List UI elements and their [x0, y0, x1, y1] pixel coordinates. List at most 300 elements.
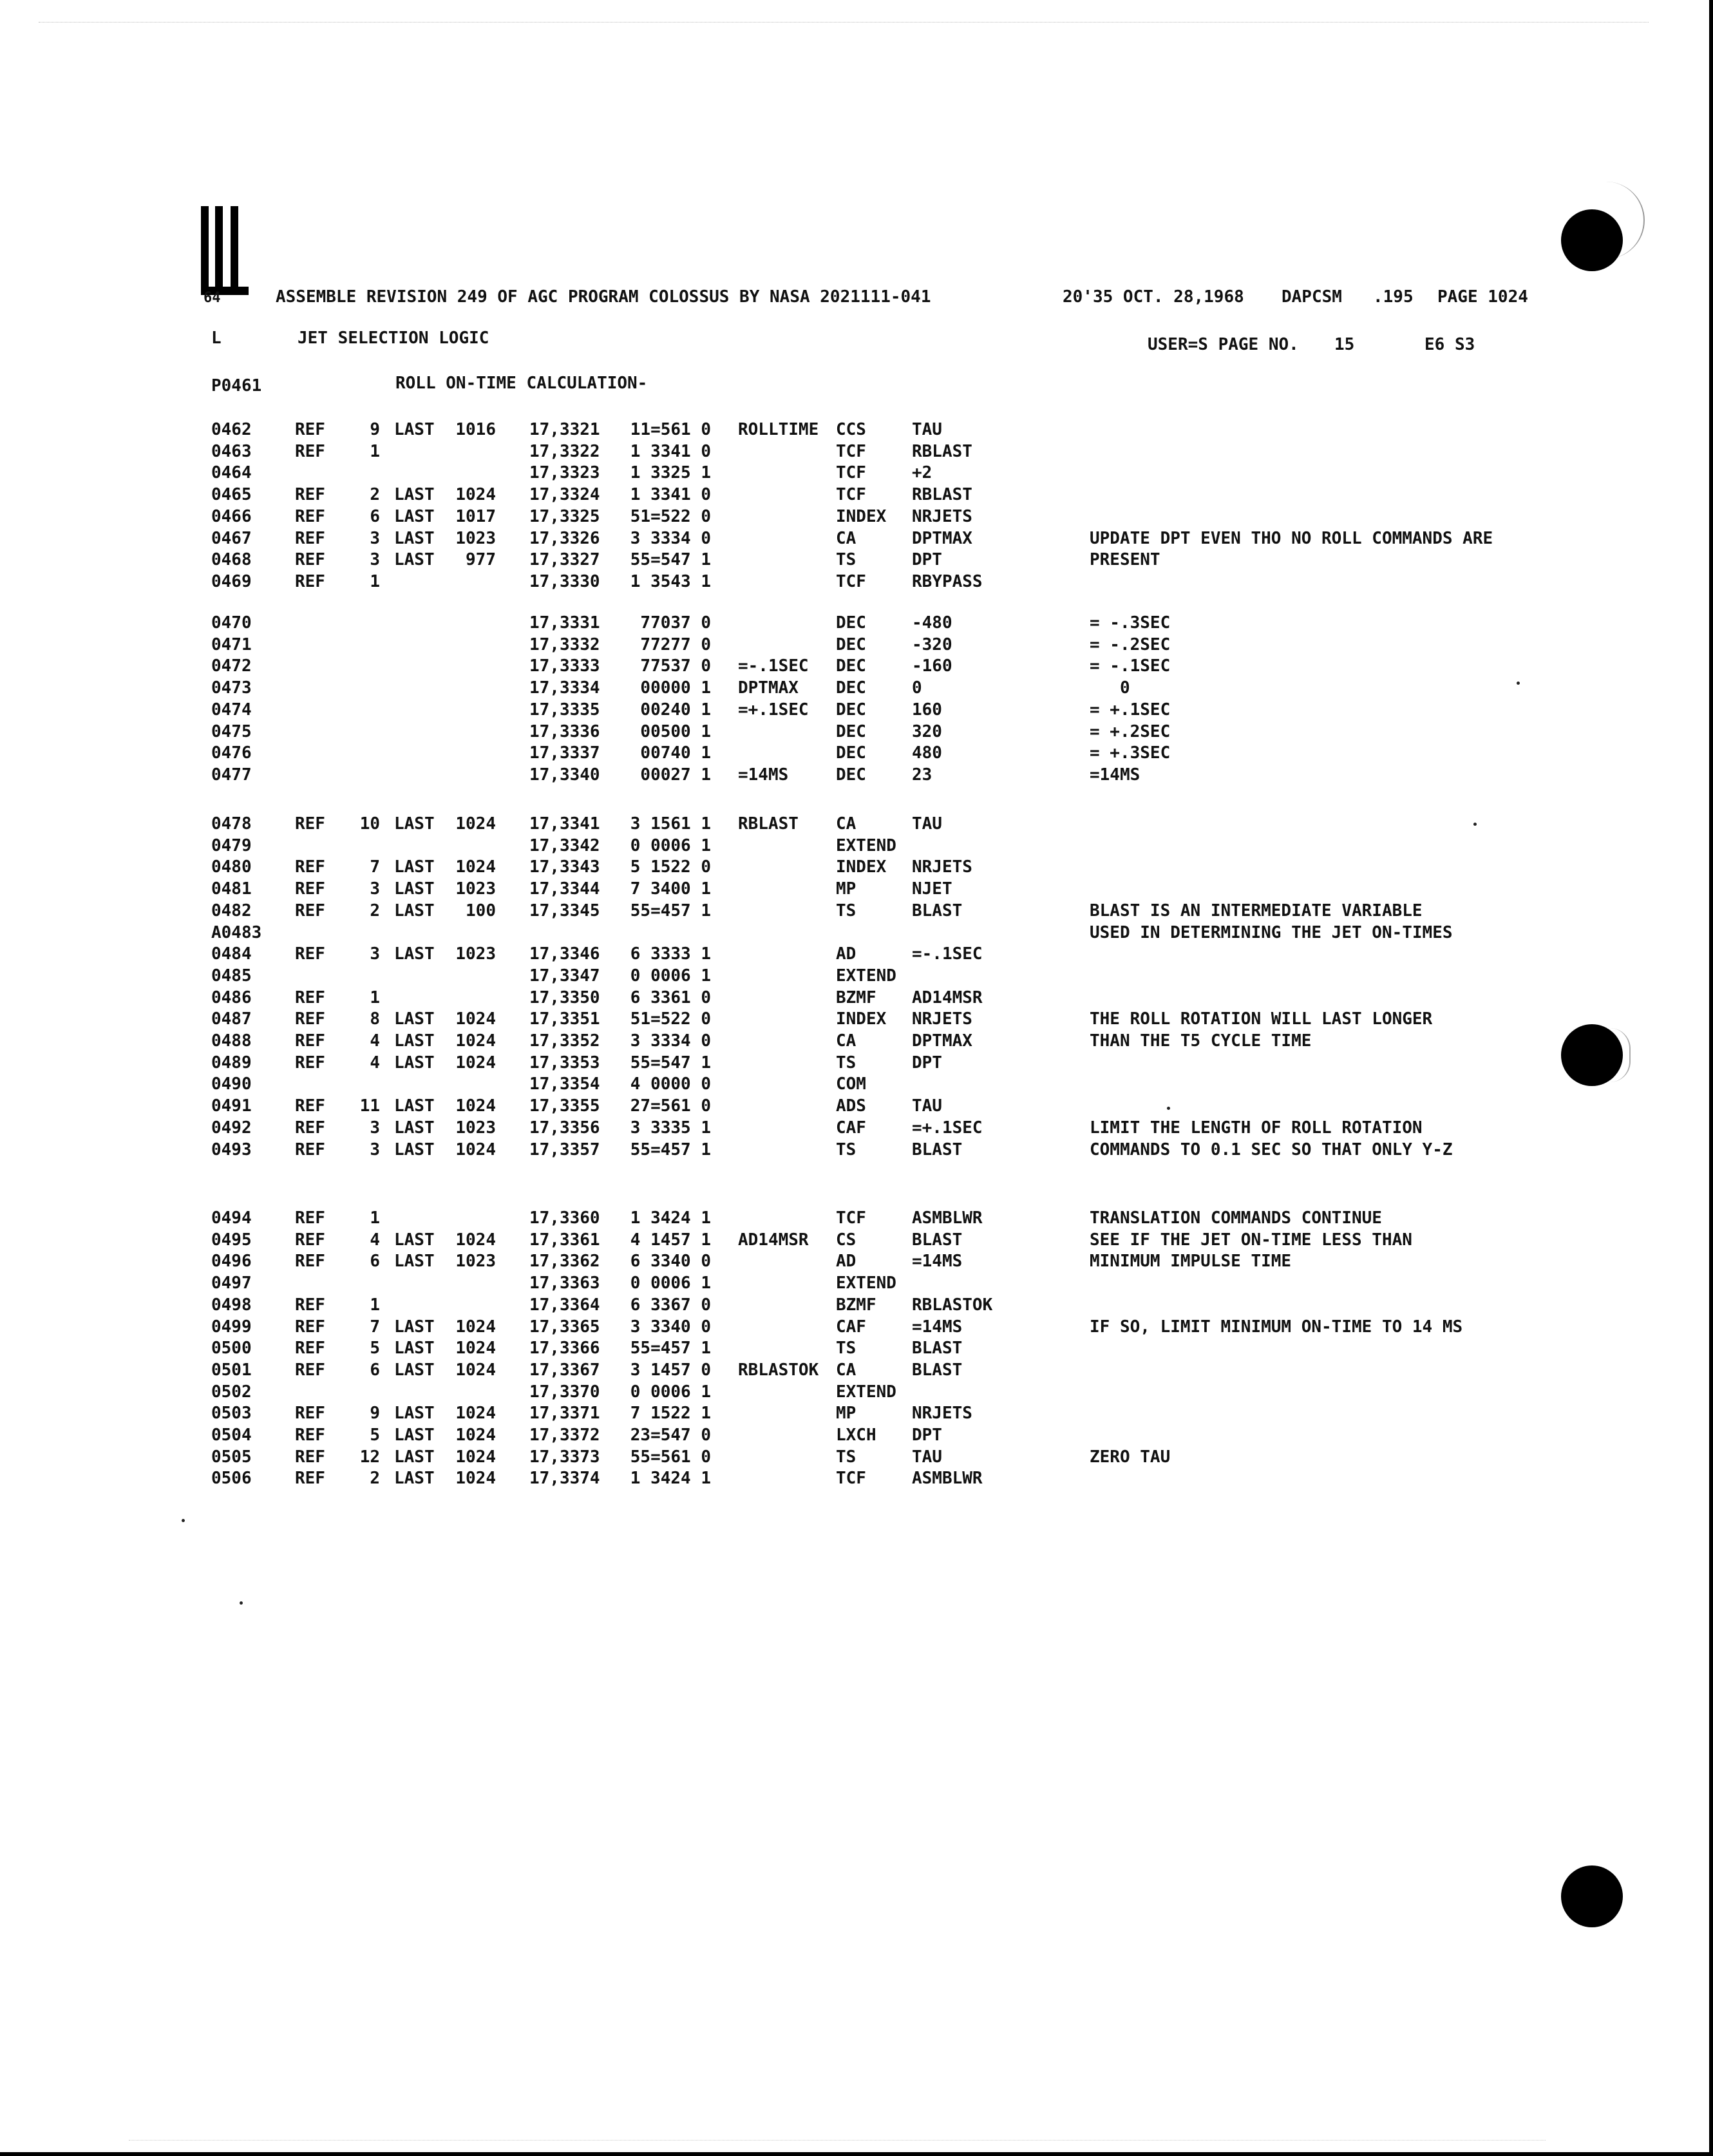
opcode: TS — [836, 550, 856, 569]
address: 17,3327 — [529, 550, 600, 569]
last-tag: LAST — [394, 1339, 435, 1358]
octal-value: 55=547 1 — [630, 1053, 711, 1073]
octal-value: 1 3341 0 — [630, 485, 711, 504]
opcode: CA — [836, 1360, 856, 1380]
line-number: 0494 — [211, 1208, 252, 1228]
opcode: LXCH — [836, 1426, 876, 1445]
operand: BLAST — [912, 1339, 963, 1358]
ref-tag: REF — [295, 1317, 325, 1337]
operand: 160 — [912, 700, 942, 720]
page-marker: 64 — [203, 290, 221, 306]
ref-count: 7 — [370, 1317, 380, 1337]
address: 17,3370 — [529, 1382, 600, 1402]
address: 17,3354 — [529, 1074, 600, 1094]
opcode: MP — [836, 879, 856, 899]
opcode: CA — [836, 529, 856, 548]
last-tag: LAST — [394, 1252, 435, 1271]
ref-tag: REF — [295, 1295, 325, 1315]
octal-value: 6 3340 0 — [630, 1252, 711, 1271]
address: 17,3324 — [529, 485, 600, 504]
octal-value: 5 1522 0 — [630, 857, 711, 877]
opcode: ADS — [836, 1096, 866, 1116]
address: 17,3341 — [529, 814, 600, 834]
ref-count: 6 — [370, 1360, 380, 1380]
address: 17,3344 — [529, 879, 600, 899]
line-number: 0478 — [211, 814, 252, 834]
address: 17,3323 — [529, 463, 600, 482]
symbol-label: AD14MSR — [738, 1230, 809, 1250]
operand: -160 — [912, 656, 952, 676]
octal-value: 1 3424 1 — [630, 1208, 711, 1228]
address: 17,3365 — [529, 1317, 600, 1337]
operand: NRJETS — [912, 1009, 972, 1029]
opcode: CA — [836, 1031, 856, 1051]
ref-count: 12 — [359, 1447, 380, 1467]
last-tag: LAST — [394, 1140, 435, 1159]
ref-tag: REF — [295, 1360, 325, 1380]
ref-count: 2 — [370, 901, 380, 921]
octal-value: 0 0006 1 — [630, 836, 711, 855]
address: 17,3374 — [529, 1469, 600, 1488]
operand: 0 — [912, 678, 922, 698]
opcode: TS — [836, 1140, 856, 1159]
binder-mark-icon — [201, 206, 249, 295]
ref-tag: REF — [295, 1252, 325, 1271]
operand: NRJETS — [912, 1404, 972, 1423]
address: 17,3340 — [529, 765, 600, 785]
comment: ZERO TAU — [1090, 1447, 1171, 1467]
ref-count: 4 — [370, 1031, 380, 1051]
comment: = +.3SEC — [1090, 743, 1171, 763]
line-number: 0504 — [211, 1426, 252, 1445]
scan-border-right — [1709, 0, 1713, 2156]
last-tag: LAST — [394, 1317, 435, 1337]
line-number: 0501 — [211, 1360, 252, 1380]
line-number: 0485 — [211, 966, 252, 986]
log-title: JET SELECTION LOGIC — [298, 329, 489, 348]
octal-value: 55=547 1 — [630, 550, 711, 569]
operand: -320 — [912, 635, 952, 654]
ref-tag: REF — [295, 1426, 325, 1445]
last-tag: LAST — [394, 485, 435, 504]
opcode: DEC — [836, 765, 866, 785]
comment: 0 — [1090, 678, 1130, 698]
comment: = -.1SEC — [1090, 656, 1171, 676]
octal-value: 7 1522 1 — [630, 1404, 711, 1423]
address: 17,3372 — [529, 1426, 600, 1445]
last-value: 1024 — [455, 814, 496, 834]
line-number: 0469 — [211, 572, 252, 591]
last-tag: LAST — [394, 1031, 435, 1051]
symbol-label: =+.1SEC — [738, 700, 809, 720]
address: 17,3346 — [529, 944, 600, 964]
scan-speck — [1517, 682, 1520, 685]
line-number: 0468 — [211, 550, 252, 569]
opcode: TCF — [836, 463, 866, 482]
octal-value: 3 3340 0 — [630, 1317, 711, 1337]
operand: DPT — [912, 550, 942, 569]
ref-tag: REF — [295, 1096, 325, 1116]
operand: =-.1SEC — [912, 944, 983, 964]
ref-tag: REF — [295, 1118, 325, 1138]
line-number: 0506 — [211, 1469, 252, 1488]
address: 17,3373 — [529, 1447, 600, 1467]
last-value: 1017 — [455, 507, 496, 526]
log-letter: L — [211, 329, 222, 348]
opcode: TCF — [836, 485, 866, 504]
dapcsm-number: .195 — [1373, 287, 1414, 307]
last-value: 1024 — [455, 1009, 496, 1029]
ref-tag: REF — [295, 529, 325, 548]
octal-value: 55=457 1 — [630, 901, 711, 921]
last-tag: LAST — [394, 1360, 435, 1380]
operand: BLAST — [912, 1230, 963, 1250]
operand: TAU — [912, 420, 942, 439]
opcode: CAF — [836, 1317, 866, 1337]
symbol-label: RBLASTOK — [738, 1360, 819, 1380]
ref-tag: REF — [295, 1208, 325, 1228]
line-number: 0486 — [211, 988, 252, 1007]
ref-tag: REF — [295, 1447, 325, 1467]
comment: COMMANDS TO 0.1 SEC SO THAT ONLY Y-Z — [1090, 1140, 1453, 1159]
ref-count: 11 — [359, 1096, 380, 1116]
ref-tag: REF — [295, 1009, 325, 1029]
scan-border-bottom — [0, 2152, 1713, 2156]
ref-tag: REF — [295, 1339, 325, 1358]
comment: IF SO, LIMIT MINIMUM ON-TIME TO 14 MS — [1090, 1317, 1463, 1337]
ref-count: 2 — [370, 1469, 380, 1488]
last-value: 1024 — [455, 1426, 496, 1445]
operand: BLAST — [912, 901, 963, 921]
octal-value: 3 3334 0 — [630, 1031, 711, 1051]
ref-tag: REF — [295, 857, 325, 877]
opcode: INDEX — [836, 507, 887, 526]
last-value: 1024 — [455, 1317, 496, 1337]
operand: RBLAST — [912, 442, 972, 461]
operand: AD14MSR — [912, 988, 983, 1007]
scan-speck — [240, 1601, 243, 1605]
line-number: 0481 — [211, 879, 252, 899]
line-number: 0465 — [211, 485, 252, 504]
bottom-edge-noise — [129, 2139, 1546, 2141]
last-value: 1023 — [455, 879, 496, 899]
revision-code: E6 S3 — [1424, 335, 1475, 354]
operand: BLAST — [912, 1140, 963, 1159]
last-value: 977 — [466, 550, 496, 569]
address: 17,3322 — [529, 442, 600, 461]
ref-count: 9 — [370, 420, 380, 439]
octal-value: 00740 1 — [640, 743, 711, 763]
octal-value: 4 1457 1 — [630, 1230, 711, 1250]
address: 17,3333 — [529, 656, 600, 676]
last-tag: LAST — [394, 944, 435, 964]
opcode: DEC — [836, 635, 866, 654]
line-number: 0495 — [211, 1230, 252, 1250]
line-number: 0471 — [211, 635, 252, 654]
address: 17,3371 — [529, 1404, 600, 1423]
octal-value: 0 0006 1 — [630, 1274, 711, 1293]
opcode: CCS — [836, 420, 866, 439]
last-tag: LAST — [394, 879, 435, 899]
dapcsm: DAPCSM — [1282, 287, 1342, 307]
line-number: 0476 — [211, 743, 252, 763]
symbol-label: =14MS — [738, 765, 789, 785]
last-tag: LAST — [394, 857, 435, 877]
ref-tag: REF — [295, 879, 325, 899]
symbol-label: ROLLTIME — [738, 420, 819, 439]
line-number: 0466 — [211, 507, 252, 526]
comment: = -.2SEC — [1090, 635, 1171, 654]
octal-value: 1 3325 1 — [630, 463, 711, 482]
operand: ASMBLWR — [912, 1469, 983, 1488]
opcode: CS — [836, 1230, 856, 1250]
operand: DPT — [912, 1426, 942, 1445]
operand: RBLAST — [912, 485, 972, 504]
ref-count: 6 — [370, 507, 380, 526]
address: 17,3357 — [529, 1140, 600, 1159]
octal-value: 55=457 1 — [630, 1140, 711, 1159]
opcode: INDEX — [836, 857, 887, 877]
comment: = -.3SEC — [1090, 613, 1171, 633]
opcode: DEC — [836, 722, 866, 741]
operand: 480 — [912, 743, 942, 763]
last-value: 1024 — [455, 1031, 496, 1051]
address: 17,3326 — [529, 529, 600, 548]
octal-value: 00500 1 — [640, 722, 711, 741]
line-number: 0488 — [211, 1031, 252, 1051]
operand: DPTMAX — [912, 529, 972, 548]
address: 17,3342 — [529, 836, 600, 855]
line-number: 0497 — [211, 1274, 252, 1293]
octal-value: 1 3341 0 — [630, 442, 711, 461]
operand: TAU — [912, 1447, 942, 1467]
octal-value: 0 0006 1 — [630, 966, 711, 986]
opcode: EXTEND — [836, 1382, 896, 1402]
ref-count: 3 — [370, 1140, 380, 1159]
opcode: DEC — [836, 613, 866, 633]
ref-count: 6 — [370, 1252, 380, 1271]
assemble-line: ASSEMBLE REVISION 249 OF AGC PROGRAM COLOSSUS BY NASA 2021111-041 — [276, 287, 931, 307]
operand: +2 — [912, 463, 932, 482]
line-number: 0472 — [211, 656, 252, 676]
line-number: 0474 — [211, 700, 252, 720]
line-number: 0484 — [211, 944, 252, 964]
address: 17,3325 — [529, 507, 600, 526]
ref-count: 8 — [370, 1009, 380, 1029]
operand: DPT — [912, 1053, 942, 1073]
line-number: 0499 — [211, 1317, 252, 1337]
comment: THE ROLL ROTATION WILL LAST LONGER — [1090, 1009, 1433, 1029]
symbol-label: =-.1SEC — [738, 656, 809, 676]
ref-tag: REF — [295, 1031, 325, 1051]
opcode: TS — [836, 1339, 856, 1358]
address: 17,3363 — [529, 1274, 600, 1293]
comment: USED IN DETERMINING THE JET ON-TIMES — [1090, 923, 1453, 942]
address: 17,3366 — [529, 1339, 600, 1358]
opcode: TCF — [836, 1469, 866, 1488]
last-tag: LAST — [394, 1053, 435, 1073]
opcode: TS — [836, 901, 856, 921]
opcode: TCF — [836, 572, 866, 591]
ref-tag: REF — [295, 550, 325, 569]
opcode: TCF — [836, 442, 866, 461]
ref-tag: REF — [295, 507, 325, 526]
opcode: DEC — [836, 700, 866, 720]
octal-value: 77537 0 — [640, 656, 711, 676]
operand: NRJETS — [912, 507, 972, 526]
address: 17,3345 — [529, 901, 600, 921]
operand: TAU — [912, 814, 942, 834]
ref-tag: REF — [295, 814, 325, 834]
line-number: 0489 — [211, 1053, 252, 1073]
address: 17,3335 — [529, 700, 600, 720]
octal-value: 7 3400 1 — [630, 879, 711, 899]
address: 17,3334 — [529, 678, 600, 698]
operand: =14MS — [912, 1317, 963, 1337]
address: 17,3321 — [529, 420, 600, 439]
last-value: 1024 — [455, 1447, 496, 1467]
address: 17,3331 — [529, 613, 600, 633]
ref-count: 5 — [370, 1339, 380, 1358]
opcode: BZMF — [836, 1295, 876, 1315]
symbol-label: DPTMAX — [738, 678, 799, 698]
octal-value: 00240 1 — [640, 700, 711, 720]
ref-count: 4 — [370, 1053, 380, 1073]
top-edge-noise — [39, 4, 1649, 23]
ref-count: 3 — [370, 1118, 380, 1138]
ref-count: 1 — [370, 988, 380, 1007]
address: 17,3351 — [529, 1009, 600, 1029]
operand: 320 — [912, 722, 942, 741]
ref-tag: REF — [295, 485, 325, 504]
operand: RBYPASS — [912, 572, 983, 591]
last-tag: LAST — [394, 550, 435, 569]
opcode: COM — [836, 1074, 866, 1094]
octal-value: 6 3333 1 — [630, 944, 711, 964]
opcode: CA — [836, 814, 856, 834]
octal-value: 51=522 0 — [630, 1009, 711, 1029]
comment: = +.1SEC — [1090, 700, 1171, 720]
operand: =14MS — [912, 1252, 963, 1271]
address: 17,3350 — [529, 988, 600, 1007]
opcode: MP — [836, 1404, 856, 1423]
line-number: 0493 — [211, 1140, 252, 1159]
operand: NRJETS — [912, 857, 972, 877]
punch-hole-bottom — [1561, 1865, 1623, 1927]
address: 17,3367 — [529, 1360, 600, 1380]
symbol-label: RBLAST — [738, 814, 799, 834]
octal-value: 77037 0 — [640, 613, 711, 633]
last-value: 1024 — [455, 1469, 496, 1488]
line-number: 0492 — [211, 1118, 252, 1138]
ref-count: 3 — [370, 529, 380, 548]
opcode: BZMF — [836, 988, 876, 1007]
last-value: 1024 — [455, 1140, 496, 1159]
last-value: 1023 — [455, 529, 496, 548]
last-value: 1024 — [455, 857, 496, 877]
octal-value: 4 0000 0 — [630, 1074, 711, 1094]
line-number: 0505 — [211, 1447, 252, 1467]
operand: NJET — [912, 879, 952, 899]
last-tag: LAST — [394, 814, 435, 834]
ref-count: 5 — [370, 1426, 380, 1445]
address: 17,3360 — [529, 1208, 600, 1228]
ref-count: 9 — [370, 1404, 380, 1423]
octal-value: 55=457 1 — [630, 1339, 711, 1358]
line-number: 0491 — [211, 1096, 252, 1116]
address: 17,3362 — [529, 1252, 600, 1271]
ref-tag: REF — [295, 442, 325, 461]
section-id: P0461 — [211, 376, 262, 396]
last-value: 100 — [466, 901, 496, 921]
operand: DPTMAX — [912, 1031, 972, 1051]
ref-count: 1 — [370, 572, 380, 591]
opcode: EXTEND — [836, 836, 896, 855]
octal-value: 11=561 0 — [630, 420, 711, 439]
line-number: 0498 — [211, 1295, 252, 1315]
octal-value: 3 3334 0 — [630, 529, 711, 548]
ref-count: 2 — [370, 485, 380, 504]
octal-value: 00000 1 — [640, 678, 711, 698]
last-tag: LAST — [394, 1118, 435, 1138]
last-value: 1024 — [455, 1096, 496, 1116]
opcode: TS — [836, 1447, 856, 1467]
comment: =14MS — [1090, 765, 1140, 785]
octal-value: 51=522 0 — [630, 507, 711, 526]
address: 17,3353 — [529, 1053, 600, 1073]
operand: =+.1SEC — [912, 1118, 983, 1138]
operand: ASMBLWR — [912, 1208, 983, 1228]
last-value: 1024 — [455, 1360, 496, 1380]
operand: 23 — [912, 765, 932, 785]
opcode: EXTEND — [836, 1274, 896, 1293]
last-tag: LAST — [394, 529, 435, 548]
ref-count: 4 — [370, 1230, 380, 1250]
last-tag: LAST — [394, 1009, 435, 1029]
address: 17,3356 — [529, 1118, 600, 1138]
line-number: 0500 — [211, 1339, 252, 1358]
octal-value: 0 0006 1 — [630, 1382, 711, 1402]
scan-speck — [1167, 1107, 1170, 1110]
line-number: 0462 — [211, 420, 252, 439]
last-tag: LAST — [394, 1096, 435, 1116]
octal-value: 3 3335 1 — [630, 1118, 711, 1138]
address: 17,3352 — [529, 1031, 600, 1051]
line-number: 0467 — [211, 529, 252, 548]
address: 17,3343 — [529, 857, 600, 877]
time-date: 20'35 OCT. 28,1968 — [1063, 287, 1244, 307]
ref-tag: REF — [295, 1140, 325, 1159]
ref-tag: REF — [295, 1053, 325, 1073]
octal-value: 77277 0 — [640, 635, 711, 654]
octal-value: 00027 1 — [640, 765, 711, 785]
octal-value: 1 3424 1 — [630, 1469, 711, 1488]
address: 17,3347 — [529, 966, 600, 986]
line-number: 0480 — [211, 857, 252, 877]
opcode: DEC — [836, 656, 866, 676]
octal-value: 1 3543 1 — [630, 572, 711, 591]
line-number: 0470 — [211, 613, 252, 633]
comment: MINIMUM IMPULSE TIME — [1090, 1252, 1292, 1271]
line-number: 0496 — [211, 1252, 252, 1271]
last-tag: LAST — [394, 1230, 435, 1250]
last-value: 1024 — [455, 1230, 496, 1250]
punch-hole-shadow-middle — [1610, 1028, 1631, 1082]
octal-value: 3 1561 1 — [630, 814, 711, 834]
user-page-number: 15 — [1334, 335, 1355, 354]
page-label: PAGE 1024 — [1437, 287, 1528, 307]
last-value: 1023 — [455, 1118, 496, 1138]
